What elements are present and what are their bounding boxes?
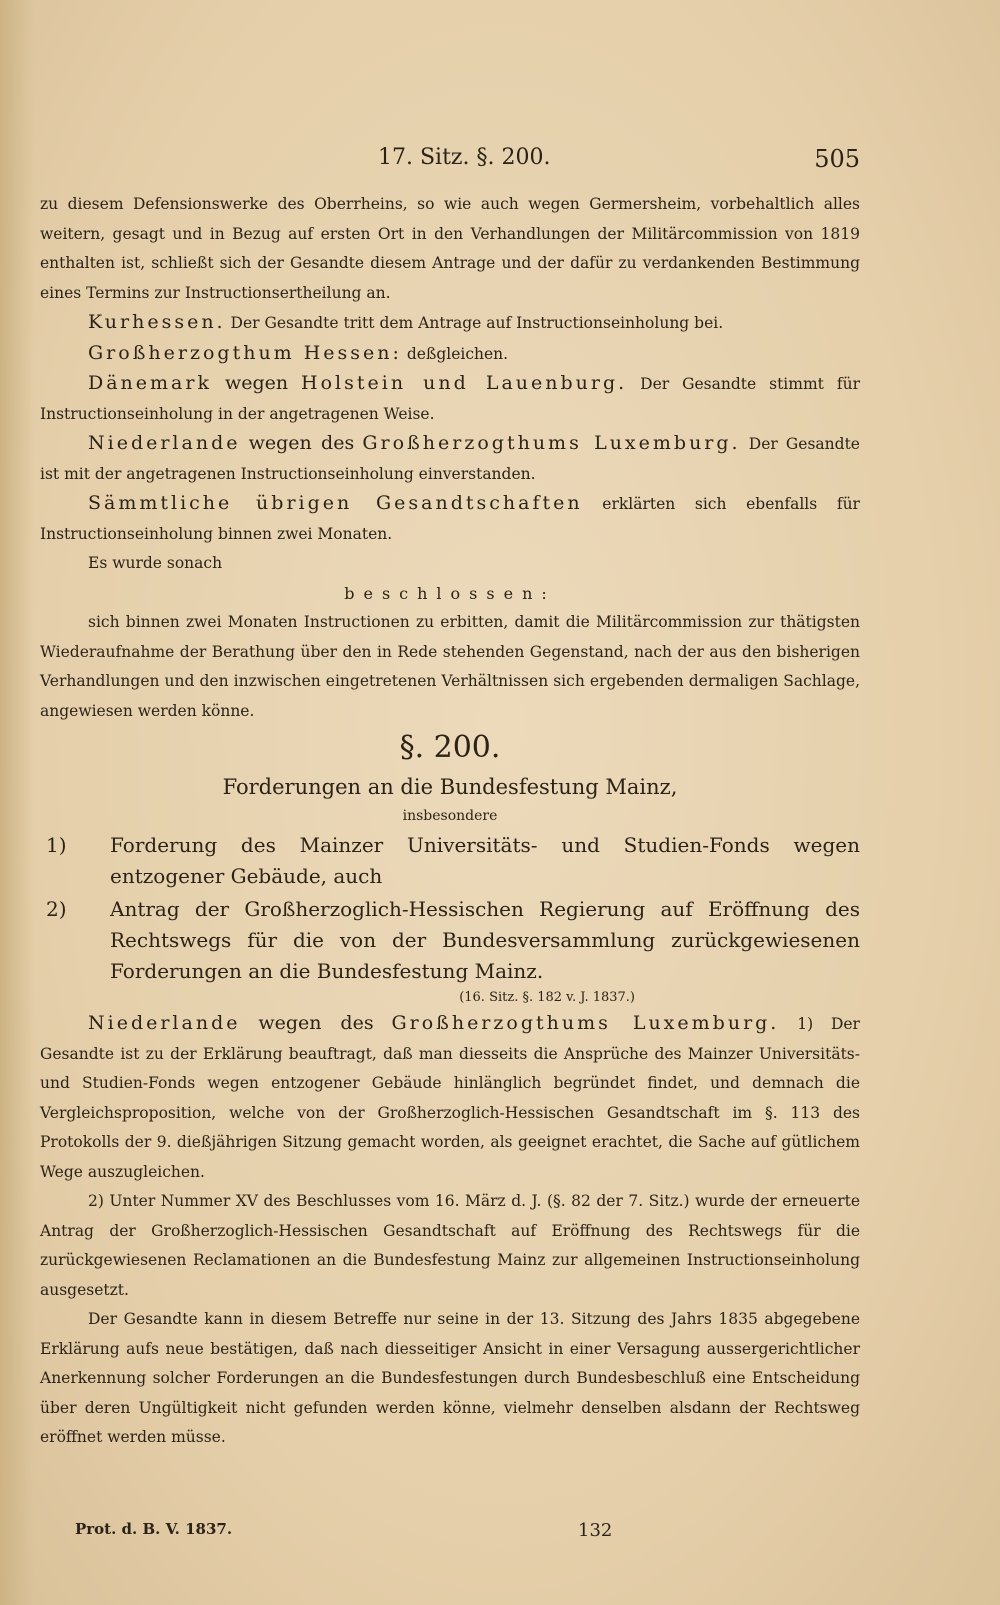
page-edge-shadow [0, 0, 34, 1605]
state-name: Großherzogthum Hessen: [88, 341, 402, 364]
page-footer [0, 1520, 1000, 1550]
item-number: 1) [46, 833, 67, 857]
item-text: Forderung des Mainzer Universitäts- und Studien-Fonds wegen entzogener Gebäude, auch [110, 833, 860, 888]
section-item [40, 894, 860, 987]
paragraph-declaration: Der Gesandte kann in diesem Betreffe nur seine in der 13. Sitzung des Jahrs 1835 abgegebene Erklärung aufs neue bestätigen, daß nach diesseitiger Ansicht in einer Versagung aussergerichtlicher Anerkennung solcher Forderungen an die Bundesfestungen durch Bundesbeschluß eine Entscheidung über deren Ungültigkeit nicht gefunden werden könne, vielmehr denselben alsdann der Rechtsweg eröffnet werden müsse. [40, 1310, 860, 1446]
section-number: §. 200. [399, 730, 501, 765]
section-title: Forderungen an die Bundesfestung Mainz, [222, 775, 678, 799]
vote-niederlande [40, 429, 860, 489]
state-name: Kurhessen. [88, 311, 226, 333]
paragraph-point-2: 2) Unter Nummer XV des Beschlusses vom 16. März d. J. (§. 82 der 7. Sitz.) wurde der erneuerte Antrag der Großherzoglich-Hessischen Gesandtschaft auf Eröffnung des Rechtswegs für die zurückgewiesenen Reclamationen an die Bundesfestung Mainz zur allgemeinen Instructionseinholung ausgesetzt. [40, 1192, 860, 1299]
paragraph-1: zu diesem Defensionswerke des Oberrheins, so wie auch wegen Germersheim, vorbehaltlich alles weitern, gesagt und in Bezug auf ersten Ort in den Verhandlungen der Militärcommission von 1819 enthalten ist, schließt sich der Gesandte diesem Antrage und der dafür zu verdankenden Bestimmung eines Termins zur Instructionsertheilung an. [40, 195, 860, 302]
resolution-heading: beschlossen: [344, 583, 556, 603]
connector-text: wegen des [258, 1012, 374, 1034]
state-name: Dänemark [88, 372, 212, 394]
sheet-number: 132 [578, 1520, 613, 1541]
state-name: Sämmtliche übrigen Gesandtschaften [88, 492, 583, 514]
resolution-text: sich binnen zwei Monaten Instructionen zu erbitten, damit die Militärcommission zur thätigsten Wiederaufnahme der Berathung über den in Rede stehenden Gegenstand, nach der aus den bisherigen Verhandlungen und den inzwischen eingetretenen Verhältnissen sich ergebenden dermaligen Sachlage, angewiesen werden könne. [40, 613, 860, 720]
state-name-secondary: Holstein und Lauenburg. [301, 372, 628, 394]
vote-text: erklärten sich ebenfalls für Instructionseinholung binnen zwei Monaten. [40, 495, 860, 543]
running-head [0, 145, 1000, 181]
vote-text: Der Gesandte ist mit der angetragenen Instructionseinholung einverstanden. [40, 435, 860, 483]
running-head-text: 17. Sitz. §. 200. [378, 145, 551, 170]
vote-kurhessen [40, 308, 860, 339]
section-item [40, 830, 860, 892]
state-name: Niederlande [88, 1012, 241, 1034]
item-number: 2) [46, 897, 67, 921]
vote-text: Der Gesandte stimmt für Instructionseinholung in der angetragenen Weise. [40, 375, 860, 423]
resolution-intro: Es wurde sonach [88, 554, 223, 572]
vote-text: 1) Der Gesandte ist zu der Erklärung beauftragt, daß man diesseits die Ansprüche des Mainzer Universitäts- und Studien-Fonds wegen entzogener Gebäude hinlänglich begründet findet, und demnach die Vergleichsproposition, welche von der Großherzoglich-Hessischen Gesandtschaft im §. 113 des Protokolls der 9. dießjährigen Sitzung gemacht worden, als geeignet erachtet, die Sache auf gütlichem Wege auszugleichen. [40, 1015, 860, 1181]
vote-niederlande-section [40, 1009, 860, 1187]
state-name-secondary: Großherzogthums Luxemburg. [391, 1012, 780, 1034]
citation: (16. Sitz. §. 182 v. J. 1837.) [459, 990, 635, 1005]
section-subtitle: insbesondere [402, 808, 498, 824]
connector-text: wegen [224, 372, 289, 394]
body-text [40, 190, 860, 1453]
vote-hessen [40, 339, 860, 370]
page-number: 505 [814, 145, 860, 173]
vote-others [40, 489, 860, 549]
item-text: Antrag der Großherzoglich-Hessischen Regierung auf Eröffnung des Rechtswegs für die von der Bundesversammlung zurückgewiesenen Forderungen an die Bundesfestung Mainz. [110, 897, 860, 983]
state-name: Niederlande [88, 432, 241, 454]
vote-text: Der Gesandte tritt dem Antrage auf Instructionseinholung bei. [230, 314, 724, 332]
vote-daenemark [40, 369, 860, 429]
vote-text: deßgleichen. [406, 344, 509, 363]
printer-signature: Prot. d. B. V. 1837. [75, 1520, 233, 1538]
state-name-secondary: Großherzogthums Luxemburg. [362, 432, 741, 454]
connector-text: wegen des [248, 432, 355, 454]
